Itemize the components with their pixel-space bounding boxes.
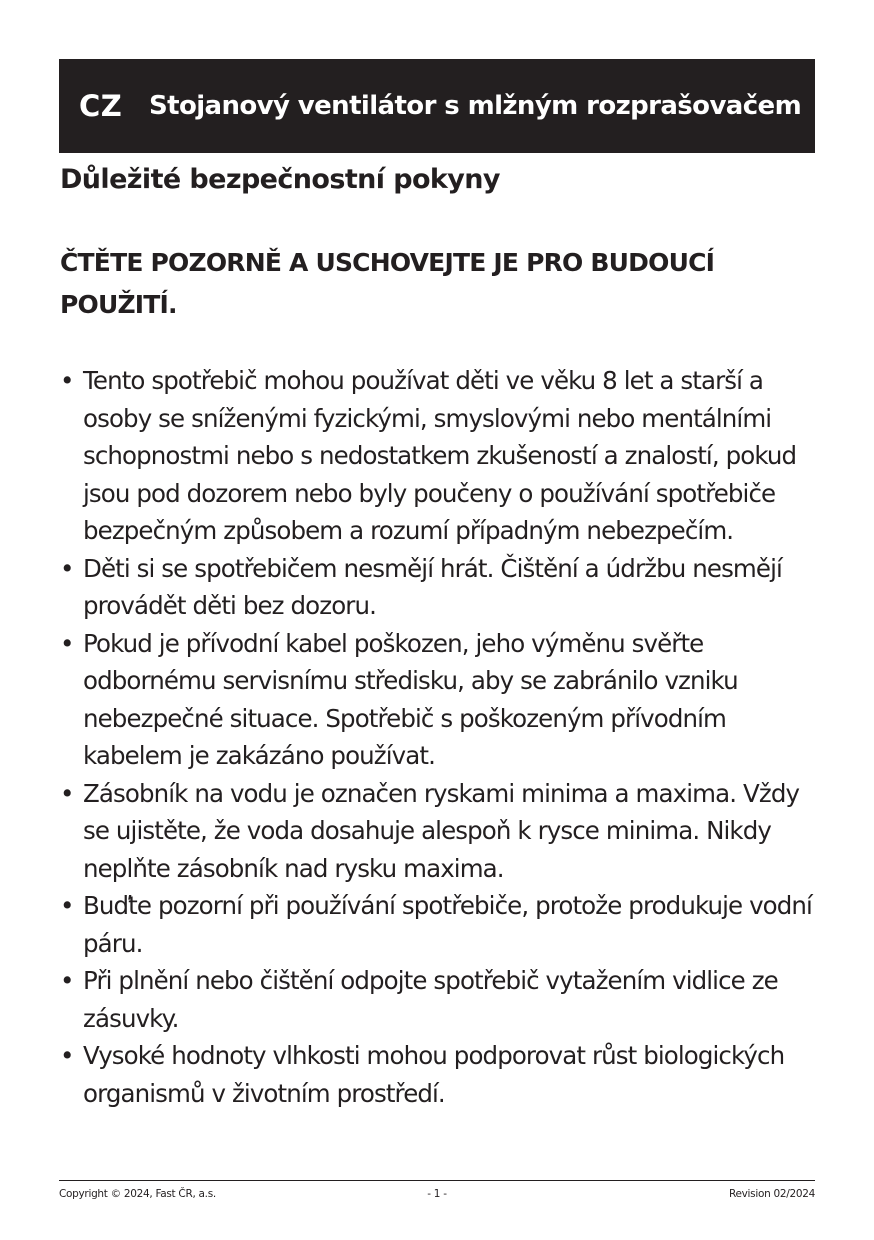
list-item-text: Při plnění nebo čištění odpojte spotřebič vytažením vidlice ze zásuvky.: [83, 966, 778, 1033]
footer-divider: [59, 1180, 815, 1181]
footer-copyright: Copyright © 2024, Fast ČR, a.s.: [59, 1188, 216, 1200]
list-item-text: Pokud je přívodní kabel poškozen, jeho výměnu svěřte odbornému servisnímu středisku, aby se zabránilo vzniku nebezpečné situace. Spotřebič s poškozeným přívodním kabelem je zakázáno používat.: [83, 628, 738, 770]
bullet-icon: •: [60, 553, 74, 583]
list-item: [60, 1037, 816, 1112]
section-heading: Důležité bezpečnostní pokyny: [60, 164, 500, 195]
safety-instructions-list: [60, 362, 816, 1112]
header-bar: [59, 59, 815, 153]
bullet-icon: •: [60, 891, 74, 920]
bullet-icon: •: [60, 1041, 74, 1070]
list-item: [60, 962, 816, 1037]
language-code: CZ: [79, 89, 123, 123]
bullet-icon: •: [60, 778, 74, 808]
list-item-text: Zásobník na vodu je označen ryskami minima a maxima. Vždy se ujistěte, že voda dosahuje alespoň k rysce minima. Nikdy neplňte zásobník nad rysku maxima.: [83, 778, 800, 883]
list-item: [60, 362, 816, 550]
bullet-icon: •: [60, 366, 74, 395]
list-item: [60, 887, 816, 962]
bullet-icon: •: [60, 628, 74, 658]
bullet-icon: •: [60, 966, 74, 995]
footer-revision: Revision 02/2024: [728, 1188, 815, 1200]
list-item-text: Tento spotřebič mohou používat děti ve věku 8 let a starší a osoby se sníženými fyzickými, smyslovými nebo mentálními schopnostmi nebo s nedostatkem zkušeností a znalostí, pokud jsou pod dozorem nebo byly poučeny o používání spotřebiče bezpečným způsobem a rozumí případným nebezpečím.: [83, 366, 797, 545]
list-item-text: Vysoké hodnoty vlhkosti mohou podporovat růst biologických organismů v životním prostředí.: [83, 1041, 785, 1108]
document-title: Stojanový ventilátor s mlžným rozprašovačem: [149, 91, 802, 121]
footer-page-number: - 1 -: [427, 1188, 447, 1200]
list-item: [60, 775, 816, 888]
list-item: [60, 625, 816, 775]
list-item: [60, 550, 816, 625]
list-item-text: Děti si se spotřebičem nesmějí hrát. Čištění a údržbu nesmějí provádět děti bez dozoru.: [83, 553, 782, 620]
warning-heading: ČTĚTE POZORNĚ A USCHOVEJTE JE PRO BUDOUCÍ POUŽITÍ.: [60, 248, 715, 319]
list-item-text: Buďte pozorní při používání spotřebiče, protože produkuje vodní páru.: [83, 891, 812, 958]
